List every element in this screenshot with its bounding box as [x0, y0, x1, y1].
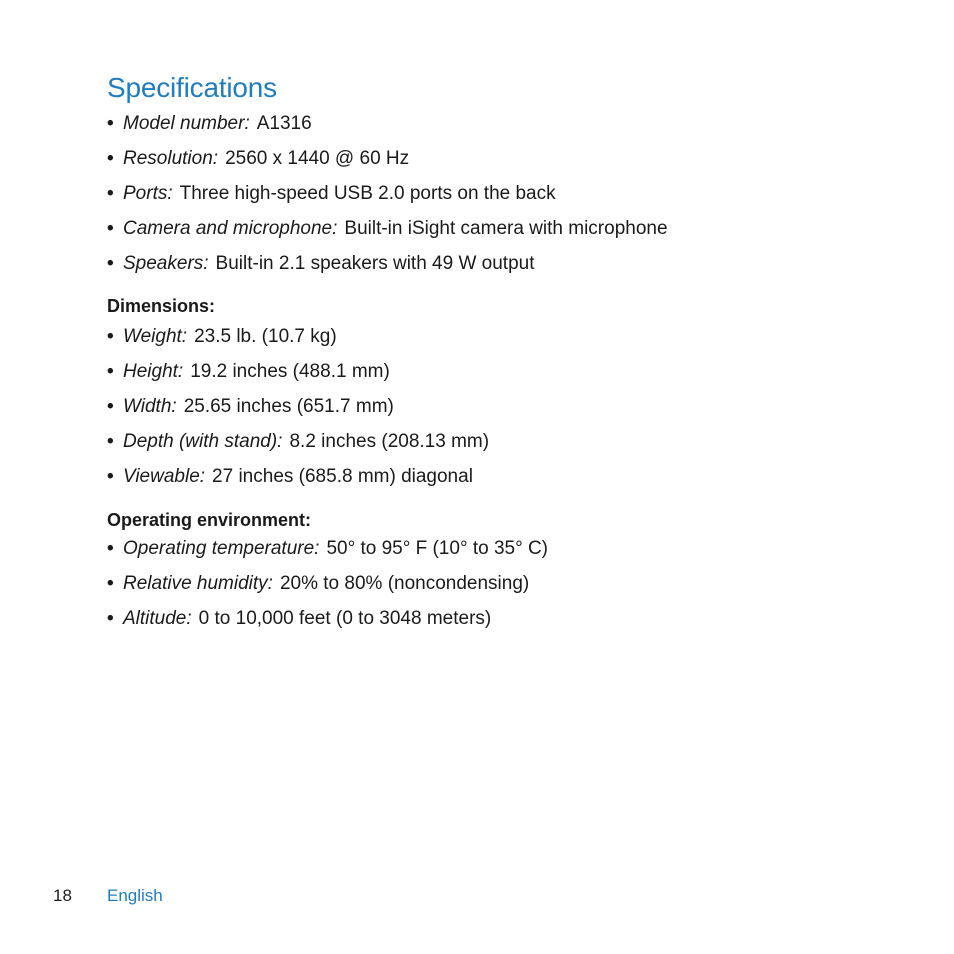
spec-label: Height:: [123, 361, 184, 382]
spec-value: 50° to 95° F (10° to 35° C): [326, 538, 549, 559]
spec-label: Relative humidity:: [123, 573, 273, 594]
spec-value: 20% to 80% (noncondensing): [279, 573, 530, 594]
spec-value: 25.65 inches (651.7 mm): [183, 396, 394, 417]
spec-value: 0 to 10,000 feet (0 to 3048 meters): [198, 608, 492, 629]
bullet: •: [107, 113, 114, 134]
spec-item-camera-microphone: [107, 217, 668, 241]
bullet: •: [107, 538, 114, 559]
spec-label: Weight:: [123, 326, 188, 347]
bullet: •: [107, 183, 114, 204]
spec-item-model-number: [107, 112, 312, 136]
spec-label: Width:: [123, 396, 177, 417]
spec-label: Camera and microphone:: [123, 218, 338, 239]
spec-label: Resolution:: [123, 148, 219, 169]
dimensions-heading: Dimensions:: [107, 296, 216, 316]
spec-item-ports: [107, 182, 556, 206]
bullet: •: [107, 396, 114, 417]
spec-item-width: [107, 395, 394, 419]
spec-value: Built-in 2.1 speakers with 49 W output: [215, 253, 535, 274]
environment-heading: Operating environment:: [107, 510, 312, 530]
bullet: •: [107, 253, 114, 274]
bullet: •: [107, 608, 114, 629]
spec-label: Operating temperature:: [123, 538, 320, 559]
bullet: •: [107, 361, 114, 382]
footer-language: English: [107, 886, 163, 905]
spec-item-operating-temperature: [107, 537, 548, 561]
page-number: 18: [53, 886, 72, 905]
spec-value: 23.5 lb. (10.7 kg): [194, 326, 337, 347]
spec-label: Altitude:: [123, 608, 192, 629]
spec-label: Viewable:: [123, 466, 206, 487]
page-title: Specifications: [107, 72, 277, 103]
spec-item-depth: [107, 430, 489, 454]
spec-item-weight: [107, 325, 337, 349]
spec-value: Three high-speed USB 2.0 ports on the back: [179, 183, 556, 204]
spec-label: Depth (with stand):: [123, 431, 283, 452]
bullet: •: [107, 148, 114, 169]
spec-label: Model number:: [123, 113, 250, 134]
spec-item-speakers: [107, 252, 534, 276]
spec-value: 27 inches (685.8 mm) diagonal: [212, 466, 473, 487]
bullet: •: [107, 431, 114, 452]
spec-item-resolution: [107, 147, 409, 171]
bullet: •: [107, 326, 114, 347]
spec-value: 19.2 inches (488.1 mm): [190, 361, 390, 382]
spec-value: 2560 x 1440 @ 60 Hz: [225, 148, 410, 169]
spec-value: Built-in iSight camera with microphone: [344, 218, 668, 239]
spec-item-height: [107, 360, 390, 384]
spec-value: A1316: [256, 113, 312, 134]
bullet: •: [107, 218, 114, 239]
spec-label: Ports:: [123, 183, 173, 204]
spec-item-viewable: [107, 465, 473, 489]
spec-item-altitude: [107, 607, 491, 631]
spec-value: 8.2 inches (208.13 mm): [289, 431, 490, 452]
spec-label: Speakers:: [123, 253, 209, 274]
bullet: •: [107, 466, 114, 487]
spec-item-relative-humidity: [107, 572, 529, 596]
bullet: •: [107, 573, 114, 594]
